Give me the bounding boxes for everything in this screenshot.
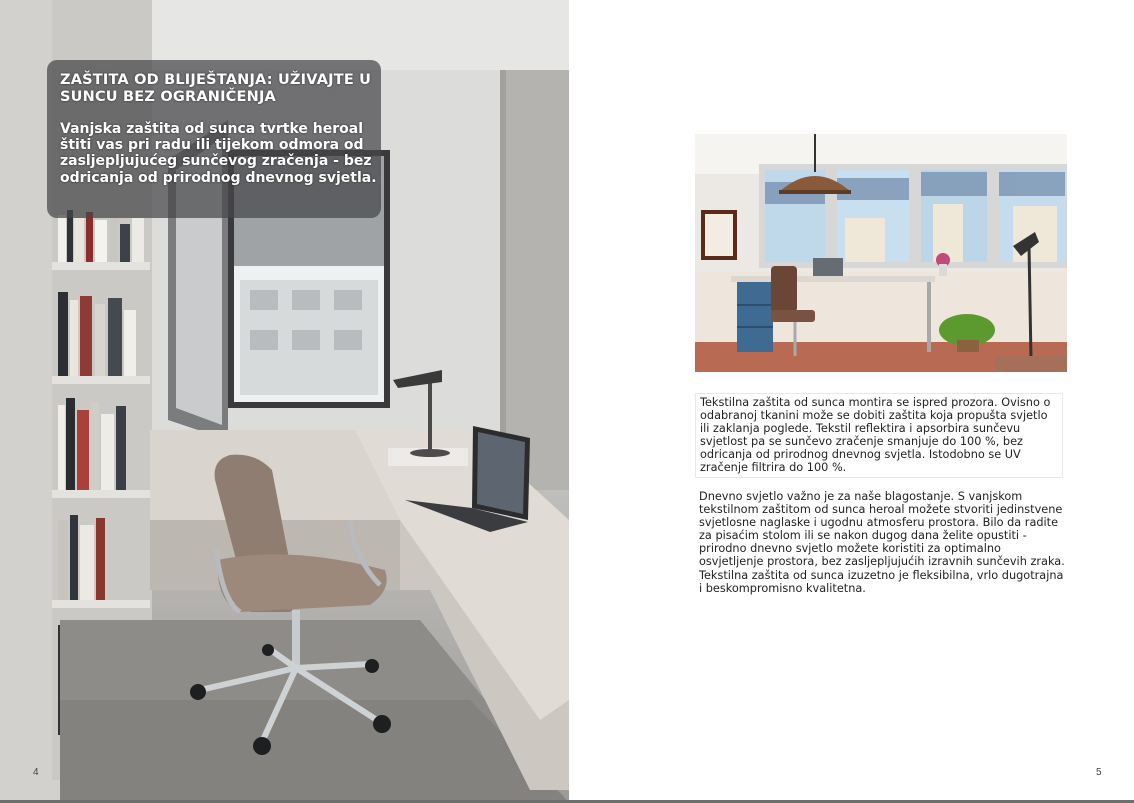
page-number-left: 4 bbox=[33, 767, 39, 778]
intro-text: Vanjska zaštita od sunca tvrtke heroal štiti vas pri radu ili tijekom odmora od zasljepljujućeg sunčevog zračenja - bez odricanja od prirodnog dnevnog svjetla. bbox=[60, 121, 377, 186]
page-title: ZAŠTITA OD BLIJEŠTANJA: UŽIVAJTE U SUNCU BEZ OGRANIČENJA bbox=[60, 72, 372, 105]
right-page bbox=[569, 0, 1134, 803]
paragraph-1: Tekstilna zaštita od sunca montira se ispred prozora. Ovisno o odabranoj tkanini može se dobiti zaštita koja propušta svjetlo ili zaklanja poglede. Tekstil reflektira i apsorbira sunčevu svjetlost pa se sunčevo zračenje smanjuje do 100 %, bez odricanja od prirodnog dnevnog svjetla. Istodobno se UV zračenje filtrira do 100 %. bbox=[700, 396, 1051, 475]
paragraph-2: Dnevno svjetlo važno je za naše blagostanje. S vanjskom tekstilnom zaštitom od sunca heroal možete stvoriti jedinstvene svjetlosne naglaske i ugodnu atmosferu prostora. Bilo da radite za pisaćim stolom ili se nakon dugog dana želite opustiti - prirodno dnevno svjetlo možete koristiti za optimalno osvjetljenje prostora, bez zasljepljujućih izravnih sunčevih zraka. Tekstilna zaštita od sunca izuzetno je fleksibilna, vrlo dugotrajna i beskompromisno kvalitetna. bbox=[699, 490, 1065, 595]
paragraph-1-box bbox=[695, 393, 1063, 478]
page-number-right: 5 bbox=[1096, 767, 1102, 778]
living-room-photo bbox=[695, 134, 1067, 372]
